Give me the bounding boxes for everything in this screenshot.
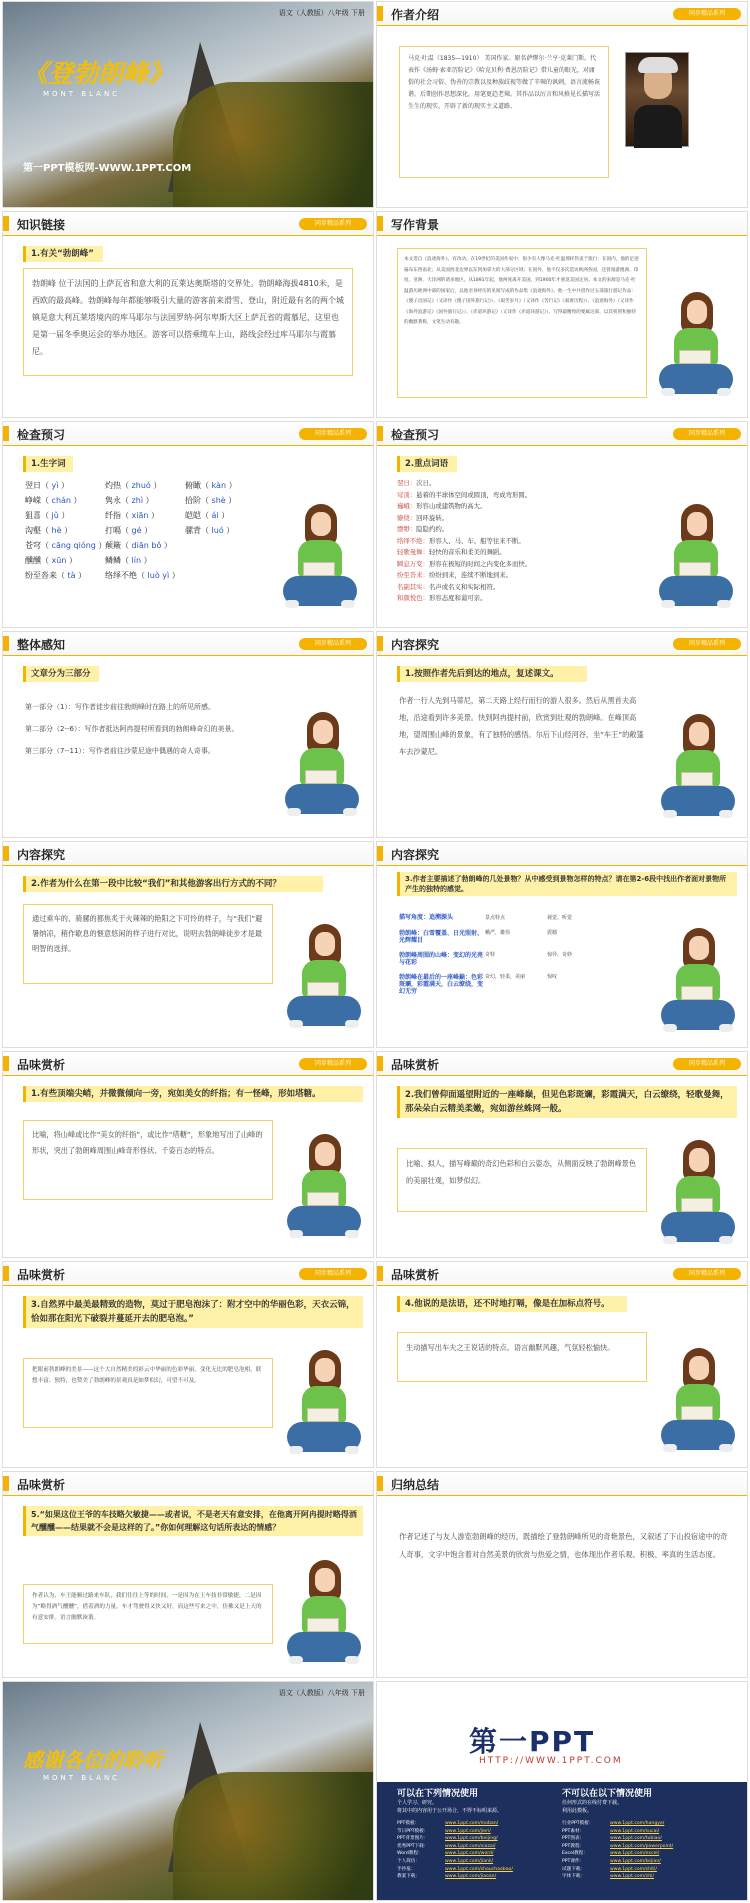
vocab-word: 灼热（ zhuó ） — [105, 481, 162, 490]
term-definition: 纷纷到来，连续不断地到来。 — [428, 571, 513, 579]
slide-title: 写作背景 — [391, 218, 440, 232]
taste2-slide — [376, 1051, 748, 1258]
link-url[interactable]: www.1ppt.com/jianli/ — [445, 1858, 494, 1864]
preview1-slide — [2, 421, 374, 628]
vocab-pinyin: cāng qióng — [49, 541, 99, 550]
table-header-cell: 景点特点 — [485, 915, 506, 921]
vocab-word: 隽永（ zhì ） — [105, 496, 154, 505]
author-slide — [376, 1, 748, 208]
link-url[interactable]: www.1ppt.com/word/ — [445, 1851, 494, 1857]
girl-reading-illustration — [285, 1350, 363, 1462]
section-heading: 3.自然界中最美最精致的造物，莫过于肥皂泡沫了：附才空中的华丽色彩，天衣云锦，恰如那在阳光下破裂并蔓延开去的肥皂泡。” — [23, 1296, 363, 1328]
vocab-pinyin: yì — [49, 481, 62, 490]
taste1-text: 比喻，将山峰或比作“美女的纤指”，或比作“塔糖”，形象地写出了山峰的形状，突出了勃朗峰周围山峰奇形怪状、千姿百态的特点。 — [23, 1120, 273, 1200]
girl-reading-illustration — [285, 1560, 363, 1672]
term-keyword: 轻歌曼舞： — [397, 548, 429, 556]
vocab-char: 鳞鳞（ — [105, 556, 129, 565]
link-url[interactable]: www.1ppt.com/moban/ — [445, 1821, 499, 1826]
link-row — [397, 1850, 557, 1858]
vocab-row — [25, 493, 265, 508]
term-item — [397, 570, 647, 582]
link-url[interactable]: www.1ppt.com/hangye/ — [610, 1821, 665, 1826]
feature-table — [399, 914, 649, 995]
section-heading: 1.按照作者先后到达的地点，复述课文。 — [397, 666, 587, 682]
vocab-pinyin: chán — [49, 496, 74, 505]
link-url[interactable]: www.1ppt.com/xiazai/ — [445, 1843, 496, 1849]
vocab-word: 苍穹（ cāng qióng ） — [25, 541, 107, 550]
vocab-pinyin: diān bǒ — [129, 541, 164, 550]
link-url[interactable]: www.1ppt.com/powerpoint/ — [610, 1843, 674, 1849]
vocab-row — [25, 508, 265, 523]
term-item — [397, 490, 647, 502]
slide-title: 品味赏析 — [17, 1058, 66, 1072]
link-label: PPT背景图片： — [397, 1836, 429, 1842]
taste5-text: 作者认为，车王能顺过路来车队，我们往往上等的时间，一是因为在王车技非常敏捷，二是因为“略得酒气醺醺”，借着酒的力量，车才驾驶得又快又好，而这些写来之中，仿佛又是上天的有意安排。语言幽默诙谐。 — [23, 1584, 273, 1644]
vocab-pinyin: luó — [209, 526, 227, 535]
part-list — [25, 702, 275, 757]
cannot-use-item: 利用此模板。 — [562, 1808, 593, 1814]
vocab-word: 翌日（ yì ） — [25, 481, 70, 490]
explore2-text: 通过乘车的、骑骡的都焦炙于火辣辣的艳阳之下可怜的样子，与“我们”避暑纳凉，稍作歇息的惬意悠闲的样子进行对比，说明去勃朗峰徒步才是最明智的选择。 — [23, 904, 273, 984]
vocab-char: 打嗝（ — [105, 526, 129, 535]
term-item — [397, 593, 647, 605]
link-row — [397, 1866, 557, 1874]
link-row — [562, 1866, 742, 1874]
term-item — [397, 559, 647, 571]
table-cell: 震撼 — [547, 930, 558, 936]
link-row — [562, 1858, 742, 1866]
link-row — [397, 1828, 557, 1836]
forest — [173, 1772, 374, 1901]
vocab-word: 打嗝（ gé ） — [105, 526, 153, 535]
table-cell: 勃朗峰在最后的一座峰巅：色彩斑斓，彩霞满天，白云缭绕，变幻无穷 — [399, 974, 484, 995]
slide-title: 内容探究 — [391, 638, 440, 652]
slide-title: 知识链接 — [17, 218, 66, 232]
table-row — [399, 952, 649, 966]
vocab-pinyin: ái — [209, 511, 222, 520]
explore3-slide — [376, 841, 748, 1048]
slide-title: 整体感知 — [17, 638, 66, 652]
link-label: PPT教程： — [562, 1843, 585, 1849]
vocab-char: 翌日（ — [25, 481, 49, 490]
term-item — [397, 547, 647, 559]
link-url[interactable]: www.1ppt.com/shiti/ — [610, 1866, 657, 1872]
part-item: 第三部分（7--11）：写作者前往沙蒙尼途中偶遇的奇人奇事。 — [25, 747, 215, 755]
section-heading: 2.重点词语 — [397, 456, 457, 472]
table-header-cell: 视觉、听觉 — [547, 915, 573, 921]
vocab-pinyin: lín — [129, 556, 144, 565]
explore1-slide — [376, 631, 748, 838]
term-definition: 隐隐约约。 — [416, 525, 449, 533]
part-item: 第二部分（2--6）：写作者抵达阿冉提村所看到的勃朗峰奇幻的美景。 — [25, 725, 239, 733]
slide-title: 品味赏析 — [17, 1268, 66, 1282]
vocab-pinyin: tà — [65, 571, 79, 580]
vocab-word: 颠簸（ diān bǒ ） — [105, 541, 172, 550]
can-use-item: 将其中的内容用于公开场合，不得不标明来源。 — [397, 1808, 503, 1814]
vocab-pinyin: gé — [129, 526, 145, 535]
section-heading: 3.作者主要描述了勃朗峰的几处景物？从中感受到景物怎样的特点？请在第2-6段中找出作者面对景物所产生的独特的感觉。 — [397, 872, 737, 896]
author-portrait — [625, 52, 689, 147]
series-badge: 同步精品系列 — [299, 1058, 367, 1070]
link-label: 手抄报： — [397, 1866, 416, 1872]
link-url[interactable]: www.1ppt.com/beijing/ — [445, 1836, 498, 1842]
series-badge: 同步精品系列 — [673, 428, 741, 440]
term-item — [397, 513, 647, 525]
term-definition: 轻快的音乐和柔美的舞蹈。 — [428, 548, 506, 556]
link-row — [397, 1835, 557, 1843]
vocab-char: 隽永（ — [105, 496, 129, 505]
taste1-slide — [2, 1051, 374, 1258]
vocab-char: 皑皑（ — [185, 511, 209, 520]
link-url[interactable]: www.1ppt.com/sucai/ — [610, 1828, 660, 1834]
link-label: PPT图表： — [562, 1836, 585, 1842]
link-url[interactable]: www.1ppt.com/shouchaobao/ — [445, 1866, 513, 1872]
vocab-word: 拾阶（ shè ） — [185, 496, 237, 505]
section-heading: 1.有些顶端尖峭，并微微倾向一旁，宛如美女的纤指；有一怪峰，形如塔糖。 — [23, 1086, 363, 1102]
slide-title: 检查预习 — [391, 428, 440, 442]
girl-reading-illustration — [285, 1134, 363, 1246]
link-label: Word教程： — [397, 1851, 423, 1857]
vocab-pinyin: kàn — [209, 481, 229, 490]
link-url[interactable]: www.1ppt.com/kejian/ — [610, 1858, 661, 1864]
link-url[interactable]: www.1ppt.com/excel/ — [610, 1851, 660, 1857]
term-keyword: 巍峨： — [397, 502, 417, 510]
table-cell: 惊异、奇妙 — [547, 952, 573, 958]
vocab-word: 俯瞰（ kàn ） — [185, 481, 237, 490]
vocab-char: 俯瞰（ — [185, 481, 209, 490]
table-row — [399, 930, 649, 944]
section-heading: 文章分为三部分 — [23, 666, 99, 682]
table-header-cell: 描写角度：追溯源头 — [399, 914, 454, 921]
slide-title: 品味赏析 — [391, 1058, 440, 1072]
term-definition: 形容在极短的时间之内变化多而快。 — [428, 559, 532, 568]
link-label: PPT模板： — [397, 1821, 420, 1826]
link-url[interactable]: www.1ppt.com/jiaoan/ — [445, 1874, 497, 1880]
background-slide — [376, 211, 748, 418]
table-header-row — [399, 914, 649, 922]
term-definition: 形容态度和蔼可亲。 — [428, 594, 487, 602]
girl-reading-illustration — [659, 1348, 737, 1460]
logo-area — [377, 1682, 747, 1782]
author-text: 马克·吐温（1835—1910） 美国作家。原名萨缪尔·兰亨·克莱门斯。代表作《汤姆·索亚历险记》《哈克贝利·费恩历险记》借儿童的眼光，对庸俗的社会习俗、伪善的宗教以及种族歧视等做了辛辣的讽刺，语言流畅诙谐。后期创作思想深化，用笔更趋老辣。其作品以厉言和风格见长描写活生生的现实，开辟了新的现实主义道路。 — [399, 46, 609, 178]
summary-text: 作者记述了与友人游览勃朗峰的经历，既描绘了登勃朗峰所见的奇艳景色，又叙述了下山投宿途中的奇人奇事，文字中饱含着对自然美景的欣赏与热爱之情，也体现出作者乐观、积极、率真的生活态度。 — [399, 1532, 728, 1559]
term-keyword: 纷至沓来： — [397, 571, 429, 579]
vocab-pinyin: jǔ — [49, 511, 62, 520]
can-use-title: 可以在下列情况使用 — [397, 1789, 479, 1799]
taste3-slide — [2, 1261, 374, 1468]
series-badge: 同步精品系列 — [299, 1268, 367, 1280]
vocab-row — [25, 523, 265, 538]
term-definition: 悬着的半球体空间或圆顶，弯成弯形圆。 — [416, 490, 532, 499]
girl-reading-illustration — [281, 504, 359, 616]
background-text: 本文选自《浪迹海外》。有改动。在19世纪的美国作家中，很少有人像马克·吐温那样热衷于旅行：在国内，他的足迹遍布东西南北；从美国西北边界以东到加拿大的大部分区域；在国外，他不仅多次造访欧洲各国，还曾漫游澳洲、印度、亚洲、大洋洲的诸多地区。从1891年起，他两度离开美国，到1900年才重返美国定居。本文的来源是马克·吐温游历欧洲中部的国家后，以他亲身经历的见闻写成的作品集《浪迹海外》。他一生中共创作过五部旅行游记作品：《傻子出国记》（又译作《傻子国外旅行记》）、《艰苦岁月》（又译作《苦行记》《艰难历程》）、《浪迹海外》（又译作《海外浪游记》《国外旅行记》）、《赤道环游记》（又译作《赤道环游记》）。写得最精致的要属这部，以其机智和独特的幽默著称，文笔生动有趣。 — [397, 248, 647, 398]
link-label: PPT素材： — [562, 1828, 585, 1834]
table-cell: 峨严，雄伟 — [485, 930, 511, 936]
can-use-list — [397, 1799, 502, 1815]
term-definition: 次日。 — [416, 479, 436, 487]
slide-title: 品味赏析 — [391, 1268, 440, 1282]
taste4-slide — [376, 1261, 748, 1468]
vocab-word: 沟壑（ hè ） — [25, 526, 73, 535]
term-list — [397, 478, 647, 605]
term-keyword: 翌日： — [397, 479, 417, 487]
term-item — [397, 536, 647, 548]
link-url[interactable]: www.1ppt.com/tubiao/ — [610, 1836, 662, 1842]
vocab-char: 颠簸（ — [105, 541, 129, 550]
girl-reading-illustration — [659, 1140, 737, 1252]
link-label: 教案下载： — [397, 1874, 420, 1880]
thanks-title: 感谢各位的聆听 — [23, 1748, 163, 1772]
term-keyword: 穹顶： — [397, 490, 417, 499]
term-definition: 形容山或建筑物的高大。 — [416, 502, 487, 510]
series-badge: 同步精品系列 — [673, 1268, 741, 1280]
link-row — [562, 1850, 742, 1858]
vocab-pinyin: zhuó — [129, 481, 154, 490]
overall-slide — [2, 631, 374, 838]
table-cell: 奇幻，轻柔，美丽 — [485, 974, 526, 980]
thanks-slide — [2, 1681, 374, 1901]
vocab-pinyin: luò yì — [145, 571, 172, 580]
link-label: 优秀PPT下载： — [397, 1843, 429, 1849]
slide-title: 作者介绍 — [391, 8, 440, 22]
vocab-row — [25, 538, 265, 553]
header-tag: 语文（人教版）八年级 下册 — [278, 1689, 365, 1697]
table-cell: 奇特 — [485, 952, 496, 958]
site-logo: 第一PPT — [469, 1725, 596, 1758]
link-list-left — [397, 1820, 557, 1881]
can-use-item: 个人学习、研究。 — [397, 1800, 438, 1806]
link-url[interactable]: www.1ppt.com/jieri/ — [445, 1828, 491, 1834]
slide-title: 归纳总结 — [391, 1478, 440, 1492]
vocab-char: 峥嵘（ — [25, 496, 49, 505]
vocab-pinyin: zhì — [129, 496, 146, 505]
link-label: 节日PPT模板： — [397, 1828, 429, 1834]
vocab-char: 拾阶（ — [185, 496, 209, 505]
taste4-text: 生动描写出车夫之王说话的特点。语言幽默风趣，气氛轻松愉快。 — [397, 1332, 647, 1382]
section-heading: 1.有关“勃朗峰” — [23, 246, 103, 262]
usage-panel — [377, 1782, 747, 1901]
link-label: PPT课件： — [562, 1858, 585, 1864]
slide-title: 检查预习 — [17, 428, 66, 442]
cannot-use-title: 不可以在以下情况使用 — [562, 1789, 653, 1799]
section-heading: 2.我们曾仰面遥望附近的一座峰巅，但见色彩斑斓，彩霞满天，白云缭绕，轻歌曼舞，那朵朵白云精美柔嫩，宛如游丝蛛网一般。 — [397, 1086, 737, 1118]
section-heading: 1.生字词 — [23, 456, 73, 472]
vocab-word: 狙喜（ jǔ ） — [25, 511, 70, 520]
vocab-row — [25, 478, 265, 493]
part-item: 第一部分（1）：写作者徒步前往勃朗峰时在路上的所见所感。 — [25, 703, 215, 711]
vocab-row — [25, 553, 265, 568]
thanks-subtitle: MONT BLANC — [43, 1774, 121, 1782]
link-row — [562, 1873, 742, 1881]
term-item — [397, 501, 647, 513]
summary-slide — [376, 1471, 748, 1678]
series-badge: 同步精品系列 — [673, 8, 741, 20]
taste3-text: 把眼前勃朗峰的美景——这个大自然精美的彩云中华丽的色彩华丽，变化无比的肥皂泡相，联想丰富、独特，也赞美了勃朗峰的景观真是如梦似幻，可望不可及。 — [23, 1358, 273, 1428]
link-label: 个人简历： — [397, 1858, 420, 1864]
vocab-word: 醺醺（ xūn ） — [25, 556, 77, 565]
link-label: 行业PPT模板： — [562, 1821, 594, 1826]
link-row — [397, 1843, 557, 1851]
vocab-char: 骡背（ — [185, 526, 209, 535]
girl-reading-illustration — [285, 924, 363, 1036]
vocab-word: 纷至沓来（ tà ） — [25, 571, 87, 580]
vocab-char: 醺醺（ — [25, 556, 49, 565]
header-tag: 语文（人教版）八年级 下册 — [278, 9, 365, 17]
link-row — [562, 1835, 742, 1843]
slide-title: 品味赏析 — [17, 1478, 66, 1492]
link-row — [397, 1858, 557, 1866]
cover-slide — [2, 1, 374, 208]
vocab-pinyin: xiān — [129, 511, 152, 520]
vocab-char: 狙喜（ — [25, 511, 49, 520]
vocab-word: 骡背（ luó ） — [185, 526, 235, 535]
link-label: Excel教程： — [562, 1851, 588, 1857]
link-row — [397, 1820, 557, 1828]
taste2-text: 比喻、拟人，描写峰巅的奇幻色彩和白云姿态，从侧面反映了勃朗峰景色的美丽壮观，如梦似幻。 — [397, 1148, 647, 1212]
cover-title: 《登勃朗峰》 — [23, 59, 174, 88]
vocab-row — [25, 568, 265, 583]
slide-title: 内容探究 — [17, 848, 66, 862]
link-url[interactable]: www.1ppt.com/ziti/ — [610, 1874, 654, 1880]
cannot-use-item: 任何形式的在线付费下载。 — [562, 1800, 623, 1806]
term-keyword: 名副其实： — [397, 582, 429, 591]
girl-reading-illustration — [659, 714, 737, 826]
term-definition: 名声或名义和实际相符。 — [428, 582, 500, 591]
ad-slide — [376, 1681, 748, 1901]
vocab-word: 峥嵘（ chán ） — [25, 496, 82, 505]
table-row — [399, 974, 649, 995]
table-cell: 勃朗峰：白雪覆盖、日光照射，光辉耀目 — [399, 930, 484, 944]
link-row — [397, 1873, 557, 1881]
section-heading: 5.“如果这位王爷的车技略欠敏捷——或者说，不是老天有意安排，在他离开阿冉提时略得酒气醺醺——结果就不会是这样的了。”你如何理解这句话所表达的情感？ — [23, 1506, 363, 1536]
forest — [173, 82, 374, 208]
term-keyword: 缭绕： — [397, 513, 417, 522]
knowledge-slide — [2, 211, 374, 418]
link-label: 字体下载： — [562, 1874, 585, 1880]
series-badge: 同步精品系列 — [299, 218, 367, 230]
girl-reading-illustration — [659, 928, 737, 1040]
term-item — [397, 478, 647, 490]
section-heading: 2.作者为什么在第一段中比较“我们”和其他游客出行方式的不同？ — [23, 876, 323, 892]
knowledge-text: 勃朗峰 位于法国的上萨瓦省和意大利的瓦莱达奥斯塔的交界处。勃朗峰海拔4810米，是西欧的最高峰。勃朗峰每年都能够吸引大量的游客前来滑雪、登山，附近最有名的两个城镇是意大利瓦莱塔境内的库马耶尔与法国罗纳-阿尔卑斯大区上萨瓦省的霞慕尼，这里也是第一届冬季奥运会的举办地区。游客可以搭乘缆车上山，路线会经过库马耶尔与霞慕尼。 — [23, 268, 353, 376]
vocab-char: 纤指（ — [105, 511, 129, 520]
vocab-char: 纷至沓来（ — [25, 571, 65, 580]
term-item — [397, 582, 647, 594]
vocab-pinyin: shè — [209, 496, 229, 505]
term-keyword: 络绎不绝： — [397, 536, 429, 545]
series-badge: 同步精品系列 — [673, 638, 741, 650]
vocab-word: 纤指（ xiān ） — [105, 511, 160, 520]
girl-reading-illustration — [657, 292, 735, 404]
vocab-char: 沟壑（ — [25, 526, 49, 535]
cover-watermark: 第一PPT模板网-WWW.1PPT.COM — [23, 163, 192, 174]
girl-reading-illustration — [283, 712, 361, 824]
link-row — [562, 1820, 742, 1828]
series-badge: 同步精品系列 — [299, 428, 367, 440]
vocab-word: 络绎不绝（ luò yì ） — [105, 571, 180, 580]
link-row — [562, 1843, 742, 1851]
cannot-use-list — [562, 1799, 622, 1815]
term-definition: 形容人、马、车、船等往来不断。 — [428, 536, 525, 545]
cover-subtitle: MONT BLANC — [43, 90, 121, 98]
taste5-slide — [2, 1471, 374, 1678]
vocab-char: 络绎不绝（ — [105, 571, 145, 580]
link-label: 试题下载： — [562, 1866, 585, 1872]
section-heading: 4.他说的是法语，还不时地打嗝，像是在加标点符号。 — [397, 1296, 627, 1312]
vocab-word: 鳞鳞（ lín ） — [105, 556, 152, 565]
table-cell: 勃朗峰周围的山峰：变幻的光亮与花彩 — [399, 952, 484, 966]
explore1-text: 作者一行人先到马蒂尼，第二天路上经行而行的游人很多。然后从黑首夫高地，沿途看到许多美景。快到阿冉提村前，欣赏到壮观的勃朗峰。在峰顶高地，望周围山峰的景象，有了独特的感悟。尔后下山经河谷，坐“车王”的敞篷车去沙蒙尼。 — [397, 688, 647, 798]
term-keyword: 缥缈： — [397, 525, 417, 533]
link-row — [562, 1828, 742, 1836]
table-cell: 惊叹 — [547, 974, 558, 980]
vocab-pinyin: hè — [49, 526, 65, 535]
slide-title: 内容探究 — [391, 848, 440, 862]
preview2-slide — [376, 421, 748, 628]
link-list-right — [562, 1820, 742, 1881]
site-url: HTTP://WWW.1PPT.COM — [479, 1756, 623, 1766]
vocab-list — [25, 478, 265, 583]
term-definition: 回环旋转。 — [416, 513, 449, 522]
vocab-pinyin: xūn — [49, 556, 69, 565]
vocab-char: 灼热（ — [105, 481, 129, 490]
explore2-slide — [2, 841, 374, 1048]
term-keyword: 和颜悦色： — [397, 594, 429, 602]
girl-reading-illustration — [657, 504, 735, 616]
vocab-word: 皑皑（ ái ） — [185, 511, 230, 520]
series-badge: 同步精品系列 — [673, 1058, 741, 1070]
vocab-char: 苍穹（ — [25, 541, 49, 550]
term-keyword: 瞬息万变： — [397, 559, 429, 568]
series-badge: 同步精品系列 — [299, 638, 367, 650]
term-item — [397, 524, 647, 536]
